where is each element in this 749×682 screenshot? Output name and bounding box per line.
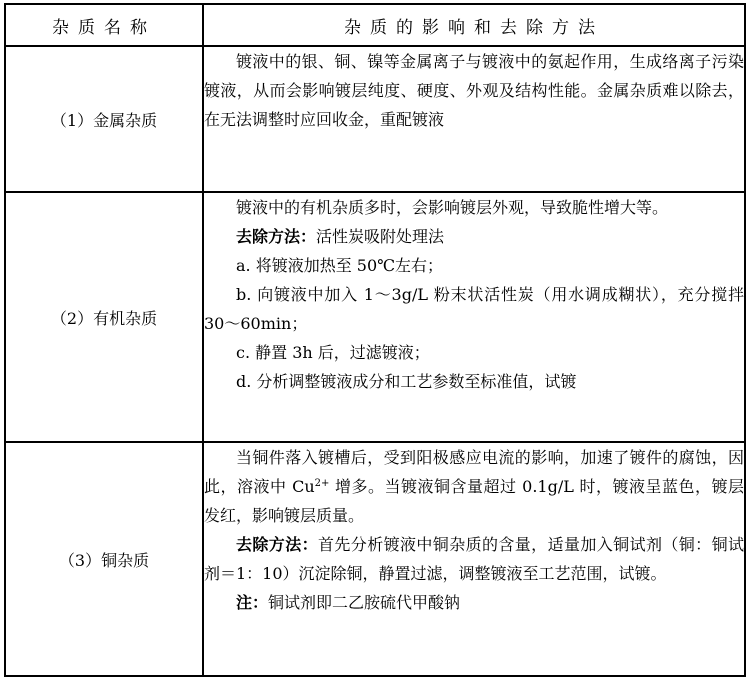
organic-step-c: c. 静置 3h 后，过滤镀液；: [236, 343, 430, 362]
organic-method: [204, 222, 744, 251]
impurity-name-metal: （1）金属杂质: [5, 46, 203, 192]
impurity-desc-organic: [203, 192, 745, 442]
impurity-name-copper: （3）铜杂质: [5, 442, 203, 676]
organic-method-text: 活性炭吸附处理法: [316, 227, 445, 246]
copper-method: [204, 530, 744, 588]
copper-method-text: 首先分析镀液中铜杂质的含量，适量加入铜试剂（铜：铜试剂＝1：10）沉淀除铜，静置过滤，调整镀液至工艺范围，试镀。: [204, 535, 744, 583]
copper-effect-text-before: 当铜件落入镀槽后，受到阳极感应电流的影响，加速了镀件的腐蚀，因此，溶液中 Cu: [204, 448, 744, 496]
table-row: [5, 192, 745, 442]
copper-effect-text: [204, 443, 744, 530]
table-header-row: [5, 4, 745, 46]
copper-effect-text-after: 增多。当镀液铜含量超过 0.1g/L 时，镀液呈蓝色，镀层发红，影响镀层质量。: [204, 477, 744, 525]
header-impurity-name: 杂质名称: [5, 4, 203, 46]
organic-effect-text: 镀液中的有机杂质多时，会影响镀层外观，导致脆性增大等。: [236, 198, 669, 217]
table-row: [5, 46, 745, 192]
organic-method-label: 去除方法：: [236, 227, 317, 246]
organic-step-a: a. 将镀液加热至 50℃左右；: [236, 256, 444, 275]
table-row: [5, 442, 745, 676]
impurity-name-organic: （2）有机杂质: [5, 192, 203, 442]
organic-step-b: b. 向镀液中加入 1～3g/L 粉末状活性炭（用水调成糊状），充分搅拌 30～60min；: [204, 285, 744, 333]
metal-effect-text: 镀液中的银、铜、镍等金属离子与镀液中的氨起作用，生成络离子污染镀液，从而会影响镀层纯度、硬度、外观及结构性能。金属杂质难以除去，在无法调整时应回收金，重配镀液: [204, 52, 744, 129]
header-effect-and-removal: 杂质的影响和去除方法: [203, 4, 745, 46]
copper-ion-charge: 2+: [314, 478, 330, 489]
copper-note: [204, 588, 744, 617]
organic-step-d: d. 分析调整镀液成分和工艺参数至标准值，试镀: [236, 372, 577, 391]
impurity-desc-metal: [203, 46, 745, 192]
copper-method-label: 去除方法：: [236, 535, 318, 554]
copper-note-text: 铜试剂即二乙胺硫代甲酸钠: [268, 593, 461, 612]
copper-note-label: 注：: [236, 593, 269, 612]
impurity-table: [4, 3, 746, 677]
impurity-desc-copper: [203, 442, 745, 676]
